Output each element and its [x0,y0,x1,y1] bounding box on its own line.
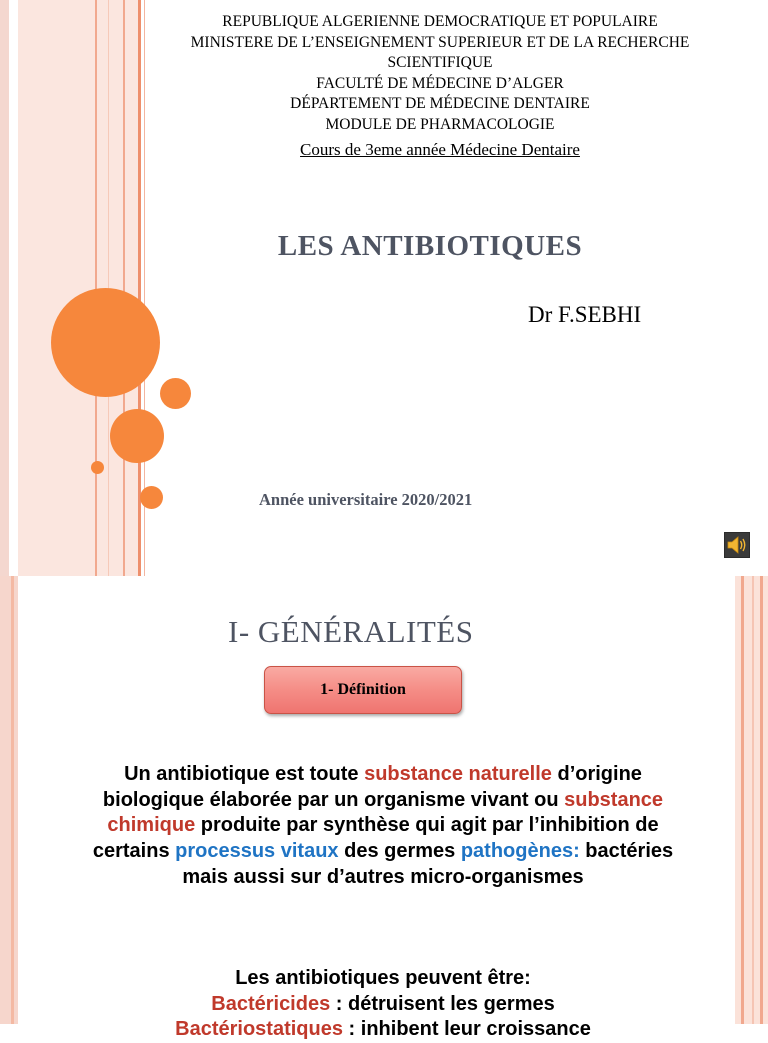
author-name: Dr F.SEBHI [528,302,642,327]
academic-year: Année universitaire 2020/2021 [259,490,473,509]
decor-circle-small [140,486,163,509]
highlight-chemical-substance: substance chimique [107,788,664,837]
text-span: d’origine biologique élaborée par un organisme vivant ou [102,763,642,811]
bactericides-text: : détruisent les germes [330,992,555,1015]
decor-stripe [9,0,18,576]
bacteriostatiques-line [80,1017,686,1043]
text-span: Un antibiotique est toute [124,763,365,785]
bactericides-line [80,992,686,1018]
text-span: produite par synthèse qui agit par l’inhibition de certains [92,814,659,863]
bacteriostatiques-text: : inhibent leur croissance [343,1018,591,1041]
content-slide [0,576,768,1041]
decor-circle-large [51,288,160,397]
decor-circle-small [91,461,104,474]
header-line: SCIENTIFIQUE [387,54,493,71]
decor-circle-medium [160,378,191,409]
definition-button-label: 1- Définition [320,681,406,698]
decor-line [123,0,125,576]
section-heading: I- GÉNÉRALITÉS [228,614,474,649]
slide-title: LES ANTIBIOTIQUES [277,230,583,262]
decor-circle-medium [110,409,164,463]
decor-band [0,576,18,1024]
decor-line [760,576,763,1024]
text-span: bactéries mais aussi sur d’autres micro-organismes [182,840,674,888]
decor-line [741,576,744,1024]
decor-line [138,0,141,576]
definition-button[interactable] [264,666,462,714]
speaker-icon[interactable] [724,532,750,558]
types-paragraph [80,966,686,1043]
decor-line [752,576,754,1024]
header-line: DÉPARTEMENT DE MÉDECINE DENTAIRE [290,95,590,112]
types-intro: Les antibiotiques peuvent être: [235,967,531,989]
bactericides-label: Bactéricides [211,992,331,1015]
course-subtitle: Cours de 3eme année Médecine Dentaire [300,140,580,159]
header-line: MODULE DE PHARMACOLOGIE [325,115,555,133]
definition-paragraph [80,762,686,891]
decor-stripe [0,0,9,576]
bacteriostatiques-label: Bactériostatiques [175,1018,343,1041]
text-span: des germes [338,840,461,863]
institution-header [150,12,730,135]
decor-line [11,576,14,1024]
header-line: REPUBLIQUE ALGERIENNE DEMOCRATIQUE ET POPULAIRE [222,13,658,30]
decor-band [18,0,138,576]
highlight-natural-substance: substance naturelle [364,763,552,785]
highlight-pathogens: pathogènes: [460,840,580,863]
header-line: MINISTERE DE L’ENSEIGNEMENT SUPERIEUR ET DE LA RECHERCHE [190,33,690,51]
highlight-vital-processes: processus vitaux [175,840,339,863]
header-line: FACULTÉ DE MÉDECINE D’ALGER [316,74,564,92]
